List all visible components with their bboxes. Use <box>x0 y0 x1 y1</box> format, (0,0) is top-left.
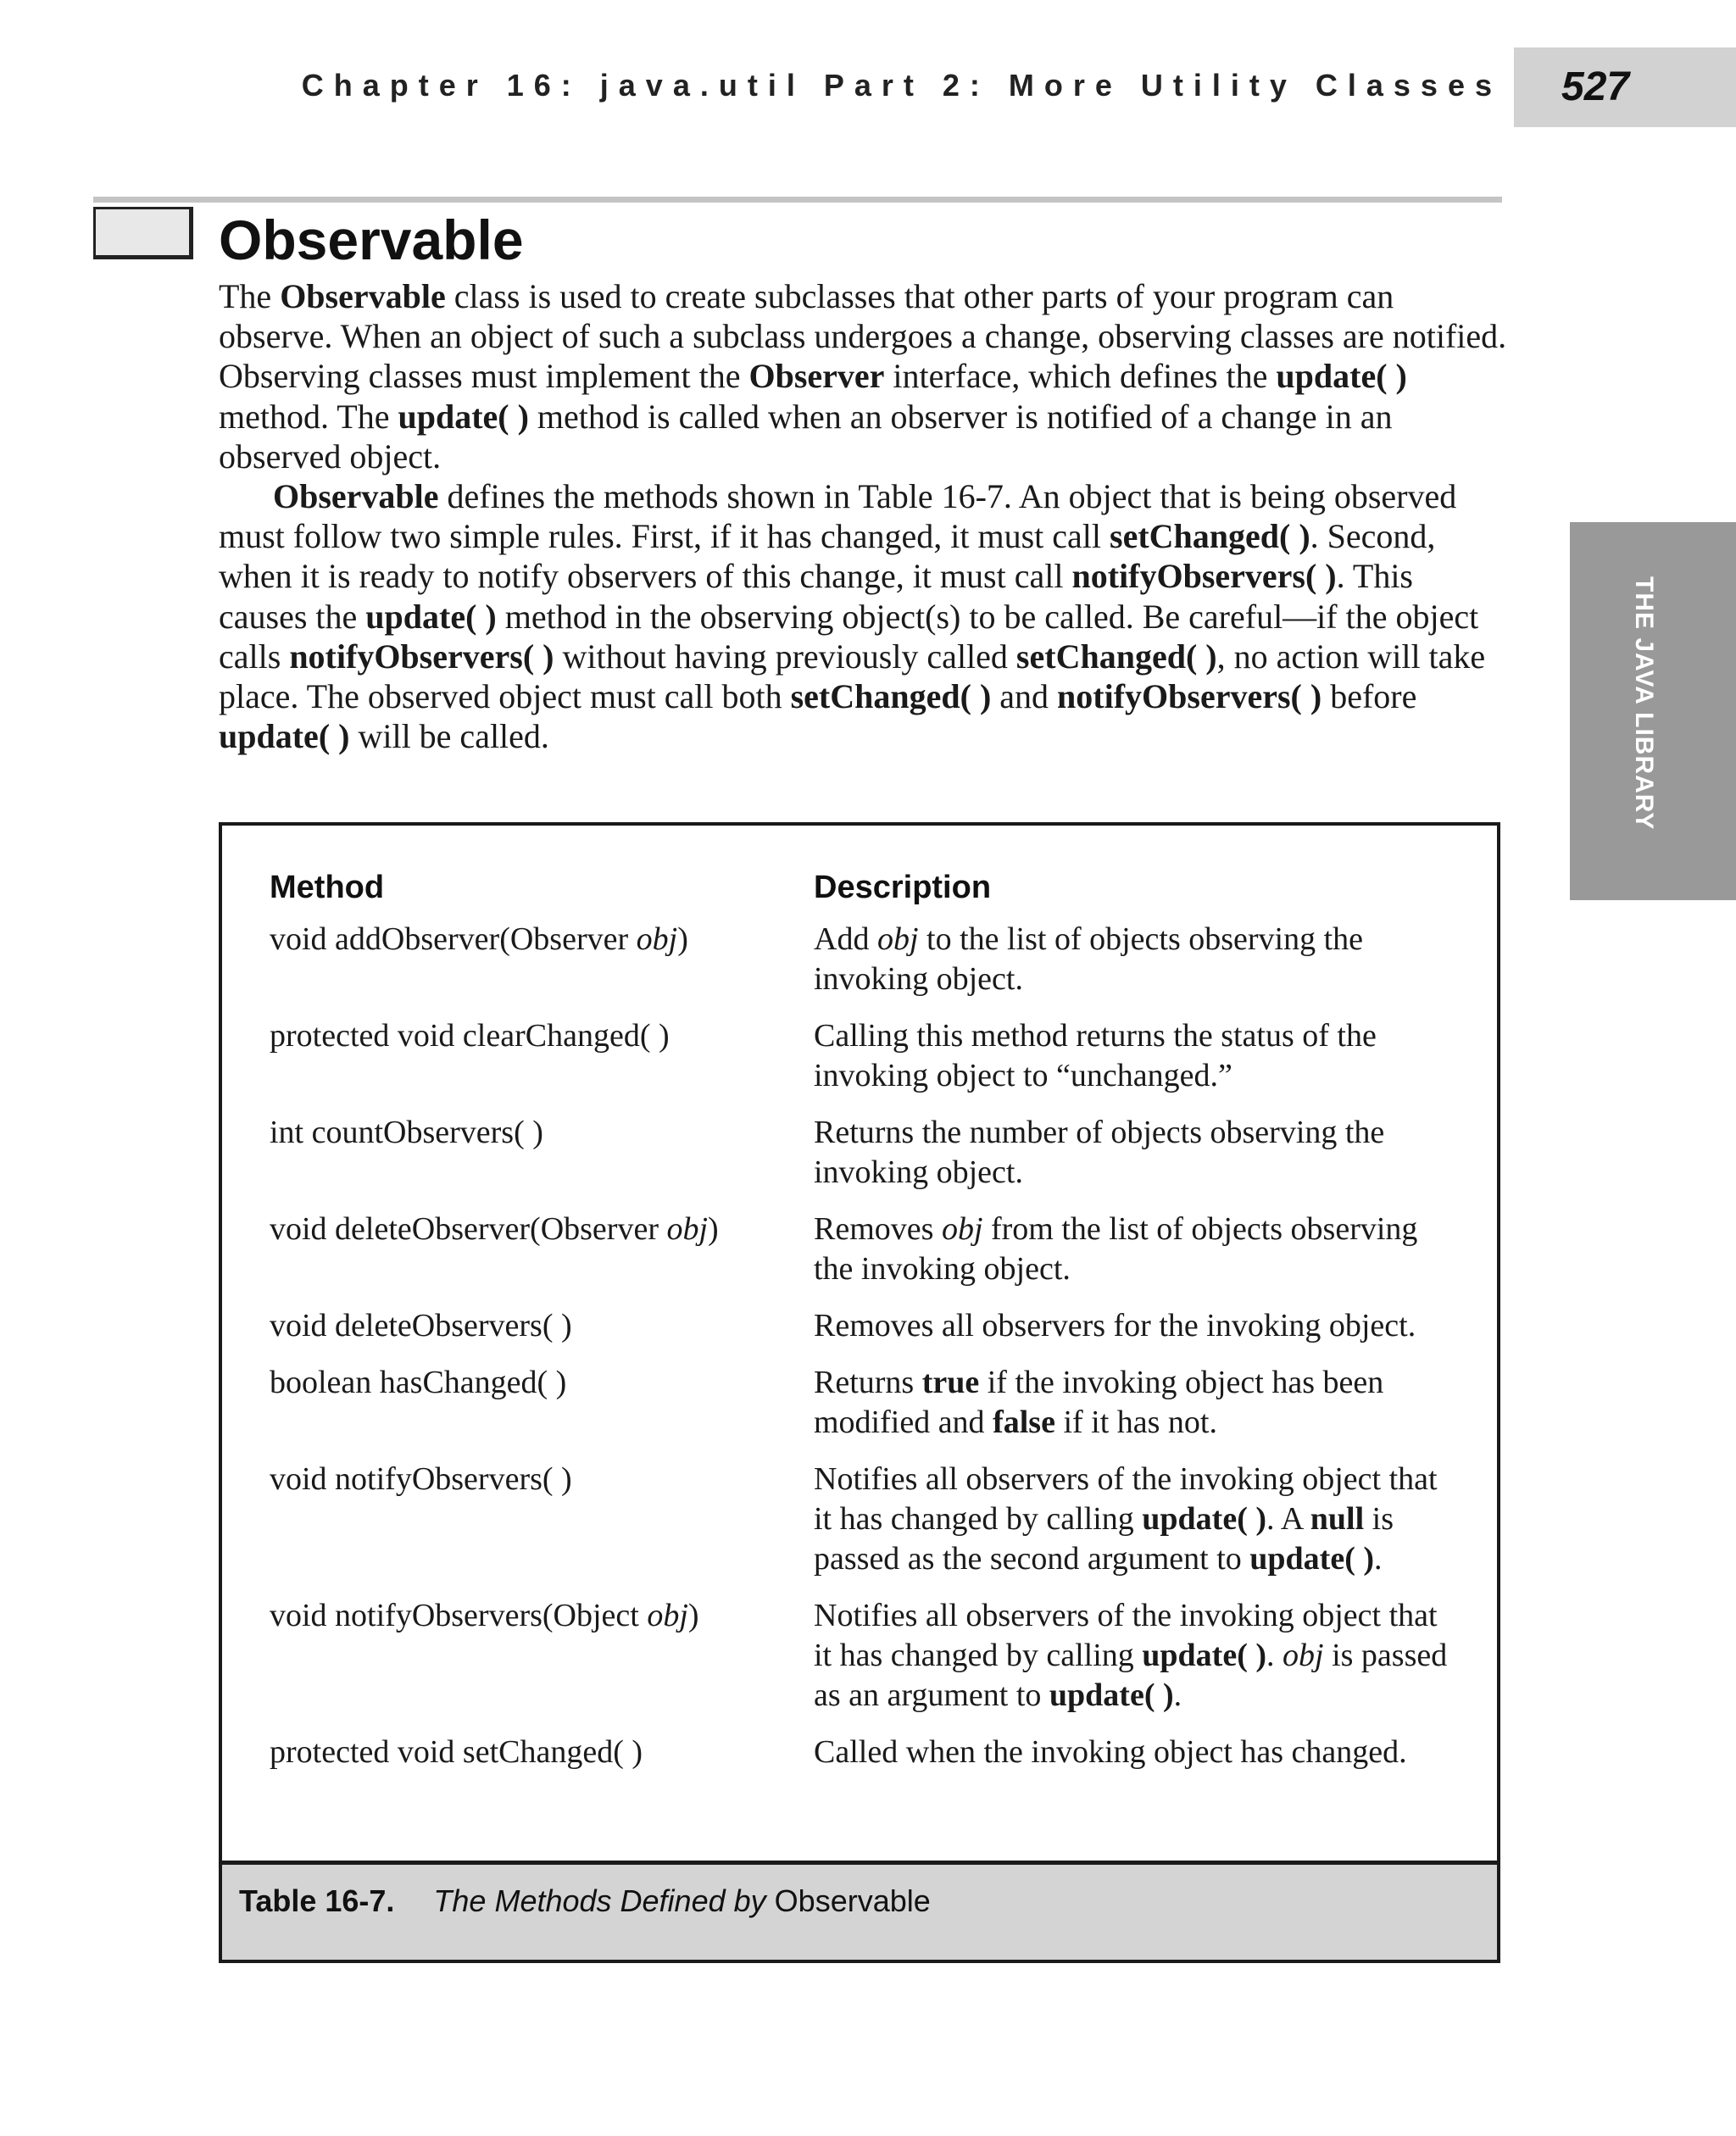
text-run: interface, which defines the <box>884 357 1277 396</box>
text-run: and <box>991 677 1058 716</box>
bold-code-term: update( ) <box>1276 357 1407 396</box>
table-row <box>270 1596 1456 1733</box>
paragraph-rules <box>219 476 1507 756</box>
table-row <box>270 1016 1456 1113</box>
text-run: Returns <box>814 1365 922 1400</box>
text-run: will be called. <box>349 717 549 756</box>
bold-code-term: update( ) <box>1142 1638 1267 1673</box>
method-description <box>814 1460 1456 1596</box>
table-row <box>270 1733 1456 1789</box>
method-description <box>814 920 1456 1016</box>
bold-code-term: Observer <box>748 357 885 396</box>
table-row <box>270 1306 1456 1363</box>
header-description: Description <box>814 870 992 905</box>
method-description <box>814 1363 1456 1460</box>
method-description <box>814 1733 1456 1789</box>
bold-code-term: notifyObservers( ) <box>1071 557 1337 596</box>
method-signature <box>270 1363 814 1460</box>
method-description <box>814 1210 1456 1306</box>
bold-code-term: Observable <box>273 477 439 516</box>
italic-term: obj <box>941 1211 983 1247</box>
italic-term: obj <box>1283 1638 1324 1673</box>
bold-code-term: setChanged( ) <box>1015 637 1217 676</box>
text-run: void notifyObservers( ) <box>270 1461 572 1497</box>
bold-code-term: setChanged( ) <box>1110 517 1310 556</box>
text-run: boolean hasChanged( ) <box>270 1365 567 1400</box>
section-rule <box>93 197 1502 203</box>
text-run: ) <box>687 1598 699 1633</box>
table-row <box>270 1113 1456 1210</box>
text-run: void notifyObservers(Object <box>270 1598 648 1633</box>
text-run: protected void setChanged( ) <box>270 1734 643 1770</box>
bold-code-term: update( ) <box>398 397 529 436</box>
italic-term: obj <box>636 921 678 957</box>
method-signature <box>270 1210 814 1306</box>
text-run: without having previously called <box>554 637 1016 676</box>
text-run: Removes <box>814 1211 942 1247</box>
text-run: Calling this method returns the status of the invoking object to “unchanged.” <box>814 1018 1377 1093</box>
method-signature <box>270 1306 814 1363</box>
method-description <box>814 1113 1456 1210</box>
bold-code-term: update( ) <box>365 597 497 636</box>
text-run: method in the observing object(s) to be called. Be careful—if the object calls <box>219 597 1479 676</box>
text-run: protected void clearChanged( ) <box>270 1018 670 1054</box>
text-run: Removes all observers for the invoking object. <box>814 1308 1416 1343</box>
bold-code-term: notifyObservers( ) <box>289 637 554 676</box>
text-run: . A <box>1266 1501 1310 1537</box>
italic-term: obj <box>876 921 919 957</box>
text-run: . <box>1173 1677 1182 1713</box>
page-number: 527 <box>1561 64 1630 109</box>
table-caption-band <box>222 1861 1497 1960</box>
section-title: Observable <box>219 209 524 271</box>
text-run: before <box>1321 677 1417 716</box>
method-description <box>814 1016 1456 1113</box>
bold-code-term: update( ) <box>1249 1541 1375 1577</box>
text-run: if the invoking object has been modified and <box>814 1365 1384 1440</box>
text-run: method. The <box>219 397 398 436</box>
bold-code-term: null <box>1310 1501 1365 1537</box>
header-method: Method <box>270 870 385 905</box>
text-run: void deleteObserver(Observer <box>270 1211 667 1247</box>
italic-term: obj <box>666 1211 709 1247</box>
italic-term: obj <box>647 1598 688 1633</box>
caption-italic-text: The Methods Defined by <box>433 1883 766 1918</box>
text-run: from the list of objects observing the invoking object. <box>814 1211 1418 1287</box>
caption-class-name: Observable <box>774 1883 931 1918</box>
table-row <box>270 1210 1456 1306</box>
table-row <box>270 1460 1456 1596</box>
caption-label: Table 16-7. <box>239 1883 395 1918</box>
side-tab-label: THE JAVA LIBRARY <box>1630 576 1658 831</box>
methods-table <box>270 870 1456 1789</box>
text-run: , no action will take place. The observed object must call both <box>219 637 1486 716</box>
method-description <box>814 1306 1456 1363</box>
text-run: defines the methods shown in Table 16-7. An object that is being observed must follow two simple rules. First, if it has changed, it must call <box>219 477 1457 556</box>
table-header-row <box>270 870 1456 920</box>
table-row <box>270 1363 1456 1460</box>
table-body <box>270 920 1456 1789</box>
method-description <box>814 1596 1456 1733</box>
body-text <box>219 276 1507 756</box>
text-run: . This causes the <box>219 557 1413 636</box>
text-run: Called when the invoking object has changed. <box>814 1734 1407 1770</box>
text-run: to the list of objects observing the invoking object. <box>814 921 1364 997</box>
method-signature <box>270 1460 814 1596</box>
text-run: The <box>219 277 281 315</box>
text-run: class is used to create subclasses that other parts of your program can observe. When an object of such a subclass undergoes a change, observing classes are notified. Observing classes must implement the <box>219 277 1507 396</box>
table-caption <box>239 1883 931 1919</box>
text-run: Add <box>814 921 877 957</box>
text-run: . Second, when it is ready to notify observers of this change, it must call <box>219 517 1436 596</box>
text-run: is passed as an argument to <box>814 1638 1448 1713</box>
bold-code-term: false <box>993 1405 1055 1440</box>
bold-code-term: true <box>921 1365 980 1400</box>
text-run: Returns the number of objects observing the invoking object. <box>814 1115 1385 1190</box>
text-run: void addObserver(Observer <box>270 921 637 957</box>
page-number-box <box>1514 47 1736 127</box>
bold-code-term: update( ) <box>1142 1501 1267 1537</box>
bold-code-term: setChanged( ) <box>790 677 992 716</box>
bold-code-term: Observable <box>280 277 446 315</box>
text-run: ) <box>677 921 688 957</box>
text-run: void deleteObservers( ) <box>270 1308 572 1343</box>
bold-code-term: update( ) <box>1049 1677 1174 1713</box>
section-marker <box>93 207 193 259</box>
text-run: int countObservers( ) <box>270 1115 543 1150</box>
method-signature <box>270 1016 814 1113</box>
text-run: method is called when an observer is notified of a change in an observed object. <box>219 397 1393 476</box>
method-signature <box>270 1596 814 1733</box>
text-run: Notifies all observers of the invoking object that it has changed by calling <box>814 1598 1438 1673</box>
running-head: Chapter 16: java.util Part 2: More Utility Classes <box>301 68 1502 103</box>
paragraph-intro <box>219 276 1507 476</box>
bold-code-term: notifyObservers( ) <box>1057 677 1322 716</box>
text-run: Notifies all observers of the invoking object that it has changed by calling <box>814 1461 1438 1537</box>
table-row <box>270 920 1456 1016</box>
method-signature <box>270 1733 814 1789</box>
method-signature <box>270 920 814 1016</box>
text-run: . <box>1374 1541 1383 1577</box>
bold-code-term: update( ) <box>219 717 350 756</box>
text-run: ) <box>708 1211 719 1247</box>
text-run: is passed as the second argument to <box>814 1501 1394 1577</box>
text-run: if it has not. <box>1054 1405 1217 1440</box>
method-signature <box>270 1113 814 1210</box>
methods-table-box <box>219 822 1500 1963</box>
text-run: . <box>1266 1638 1283 1673</box>
